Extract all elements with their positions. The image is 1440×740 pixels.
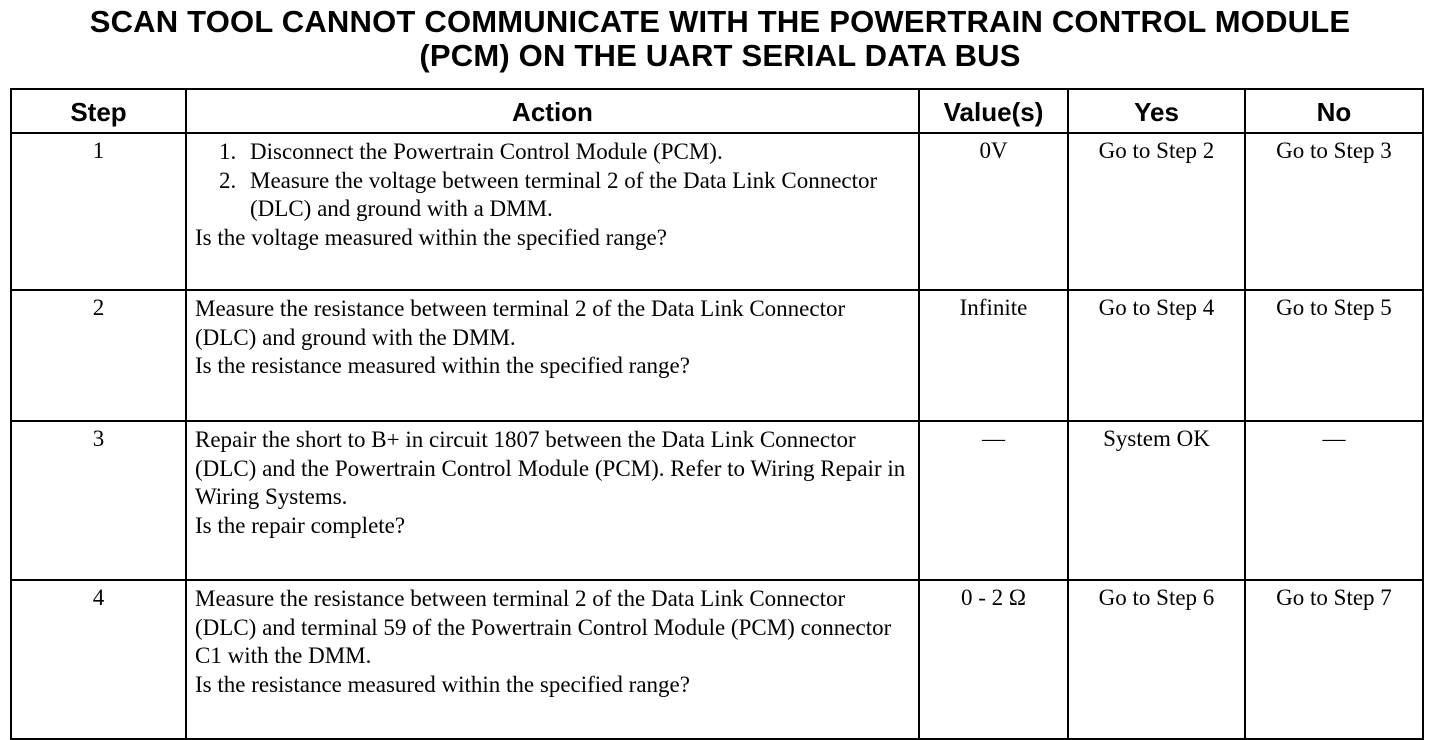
action-step-item <box>195 167 910 224</box>
table-header-row <box>11 89 1423 133</box>
header-action: Action <box>186 89 919 133</box>
action-text: Measure the resistance between terminal 2 of the Data Link Connector (DLC) and ground with the DMM. <box>195 296 846 350</box>
action-cell <box>186 133 919 290</box>
table-row <box>11 580 1423 739</box>
yes-cell: Go to Step 4 <box>1068 290 1245 421</box>
no-cell: Go to Step 3 <box>1245 133 1423 290</box>
action-step-number: 2. <box>219 167 237 193</box>
action-question: Is the repair complete? <box>195 512 406 538</box>
action-step-number: 1. <box>219 139 237 164</box>
no-cell: Go to Step 5 <box>1245 290 1423 421</box>
action-text: Repair the short to B+ in circuit 1807 between the Data Link Connector (DLC) and the Powertrain Control Module (PCM). Refer to Wiring Repair in Wiring Systems. <box>195 427 906 509</box>
title-line-2: (PCM) ON THE UART SERIAL DATA BUS <box>419 38 1021 73</box>
action-question: Is the resistance measured within the specified range? <box>195 353 690 378</box>
action-step-list <box>195 138 910 224</box>
header-values: Value(s) <box>919 89 1068 133</box>
yes-cell: Go to Step 2 <box>1068 133 1245 290</box>
table-row <box>11 133 1423 290</box>
action-cell <box>186 290 919 421</box>
header-no: No <box>1245 89 1423 133</box>
no-cell: — <box>1245 421 1423 580</box>
page-title <box>0 5 1440 73</box>
yes-cell: Go to Step 6 <box>1068 580 1245 739</box>
action-cell <box>186 580 919 739</box>
action-question: Is the resistance measured within the specified range? <box>195 671 690 697</box>
diagnostic-table <box>10 88 1424 740</box>
action-step-item <box>195 138 910 167</box>
header-step: Step <box>11 89 186 133</box>
action-step-text: Measure the voltage between terminal 2 of the Data Link Connector (DLC) and ground with a DMM. <box>250 167 878 221</box>
step-number: 3 <box>11 421 186 580</box>
action-text: Measure the resistance between terminal 2 of the Data Link Connector (DLC) and terminal 59 of the Powertrain Control Module (PCM) connector C1 with the DMM. <box>195 586 892 668</box>
header-yes: Yes <box>1068 89 1245 133</box>
step-number: 2 <box>11 290 186 421</box>
title-line-1: SCAN TOOL CANNOT COMMUNICATE WITH THE POWERTRAIN CONTROL MODULE <box>89 4 1351 39</box>
table-row <box>11 290 1423 421</box>
action-cell <box>186 421 919 580</box>
action-step-text: Disconnect the Powertrain Control Module (PCM). <box>250 139 723 164</box>
value-cell: — <box>919 421 1068 580</box>
value-cell: Infinite <box>919 290 1068 421</box>
yes-cell: System OK <box>1068 421 1245 580</box>
step-number: 4 <box>11 580 186 739</box>
action-question: Is the voltage measured within the specified range? <box>195 224 667 250</box>
no-cell: Go to Step 7 <box>1245 580 1423 739</box>
value-cell: 0V <box>919 133 1068 290</box>
step-number: 1 <box>11 133 186 290</box>
value-cell: 0 - 2 Ω <box>919 580 1068 739</box>
table-row <box>11 421 1423 580</box>
